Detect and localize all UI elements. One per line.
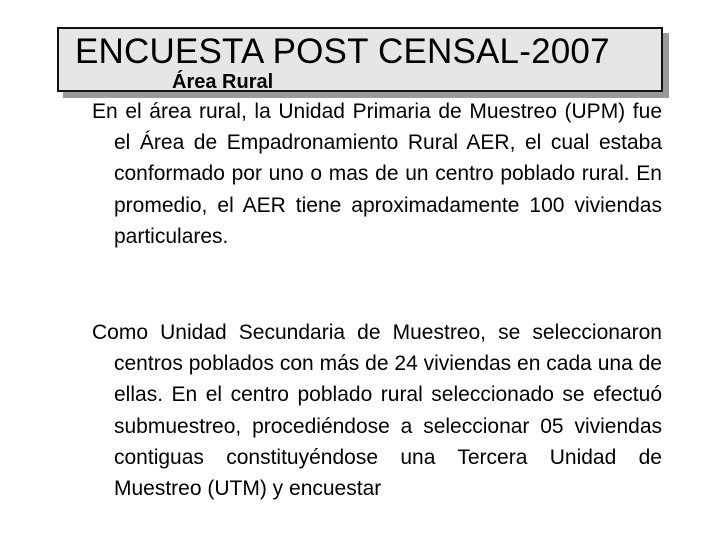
paragraph-usm: Como Unidad Secundaria de Muestreo, se seleccionaron centros poblados con más de 24 viviendas en cada una de ellas. En el centro poblado rural seleccionado se efectuó submuestreo, procediéndose a seleccionar 05 viviendas contiguas constituyéndose una Tercera Unidad de Muestreo (UTM) y encuestar bbox=[92, 321, 662, 501]
paragraph-upm: En el área rural, la Unidad Primaria de Muestreo (UPM) fue el Área de Empadronamiento Rural AER, el cual estaba conformado por uno o mas de un centro poblado rural. En promedio, el AER tiene aproximadamente 100 viviendas particulares. bbox=[92, 100, 662, 248]
title-box bbox=[57, 27, 663, 92]
slide-subtitle: Área Rural bbox=[172, 71, 274, 93]
slide-title: ENCUESTA POST CENSAL-2007 bbox=[75, 32, 610, 71]
